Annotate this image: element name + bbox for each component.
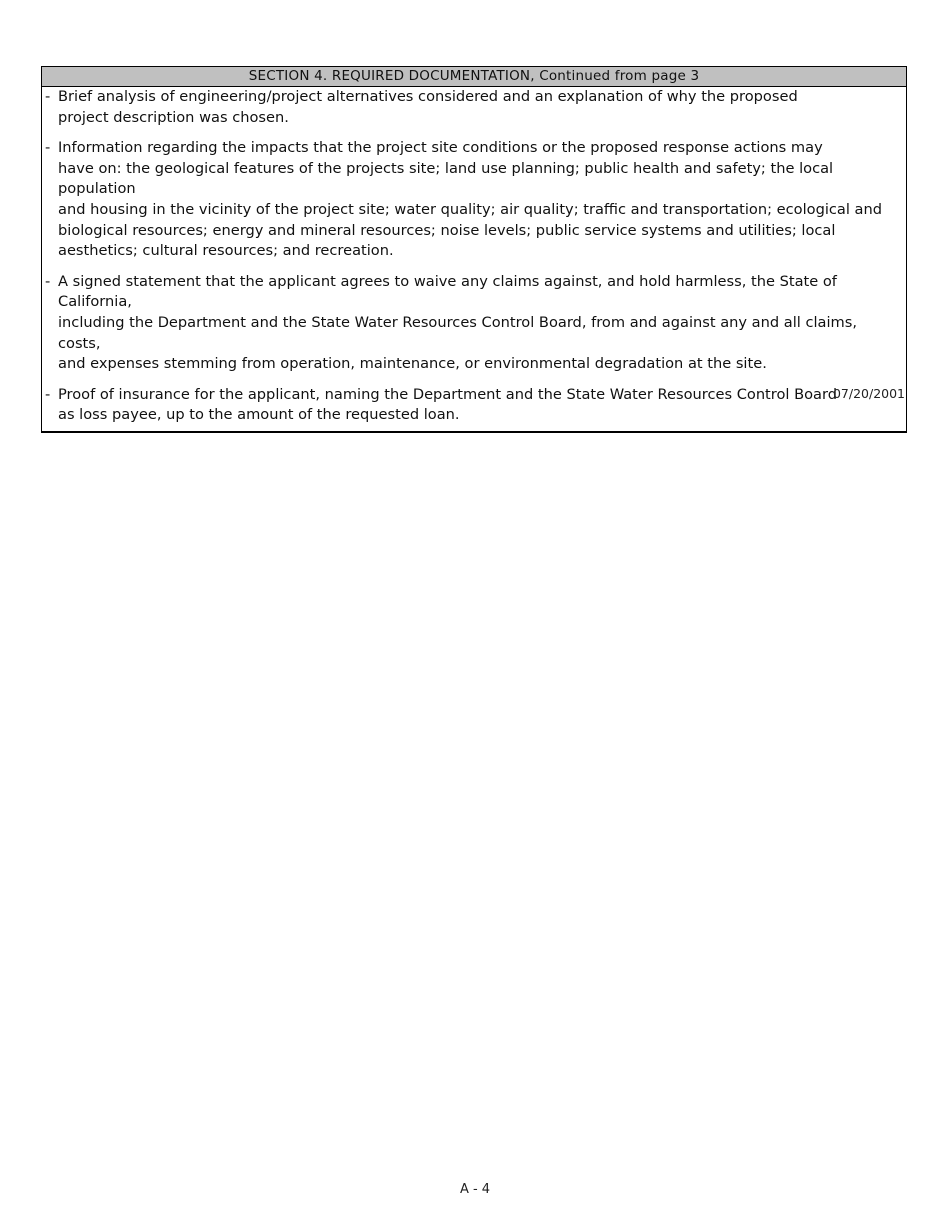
list-bullet: - <box>45 385 51 403</box>
list-item <box>42 138 906 262</box>
list-bullet: - <box>45 88 51 105</box>
list-item <box>42 272 906 375</box>
revision-date: 07/20/2001 <box>832 386 905 401</box>
list-item <box>42 385 906 426</box>
list-bullet: - <box>45 272 51 290</box>
list-item-text: Proof of insurance for the applicant, naming the Department and the State Water Resources Control Board as loss payee, up to the amount of the requested loan. <box>58 385 837 424</box>
list-item-text: Information regarding the impacts that the project site conditions or the proposed response actions may have on: the geological features of the projects site; land use planning; public health and safety; the local population and housing in the vicinity of the project site; water quality; air quality; traffic and transportation; ecological and biological resources; energy and mineral resources; noise levels; public service systems and utilities; local aesthetics; cultural resources; and recreation. <box>58 139 883 260</box>
list-bullet: - <box>45 139 51 157</box>
section-header: SECTION 4. REQUIRED DOCUMENTATION, Continued from page 3 <box>42 67 906 87</box>
list-item <box>42 87 906 128</box>
list-item-text: A signed statement that the applicant agrees to waive any claims against, and hold harmless, the State of California, including the Department and the State Water Resources Control Board, from and against any and all claims, costs, and expenses stemming from operation, maintenance, or environmental degradation at the site. <box>58 272 857 373</box>
required-documentation-section <box>41 66 907 433</box>
list-item-text: Brief analysis of engineering/project alternatives considered and an explanation of why the proposed project description was chosen. <box>58 88 798 126</box>
documentation-list <box>42 87 906 431</box>
page-number: A - 4 <box>459 1182 491 1197</box>
